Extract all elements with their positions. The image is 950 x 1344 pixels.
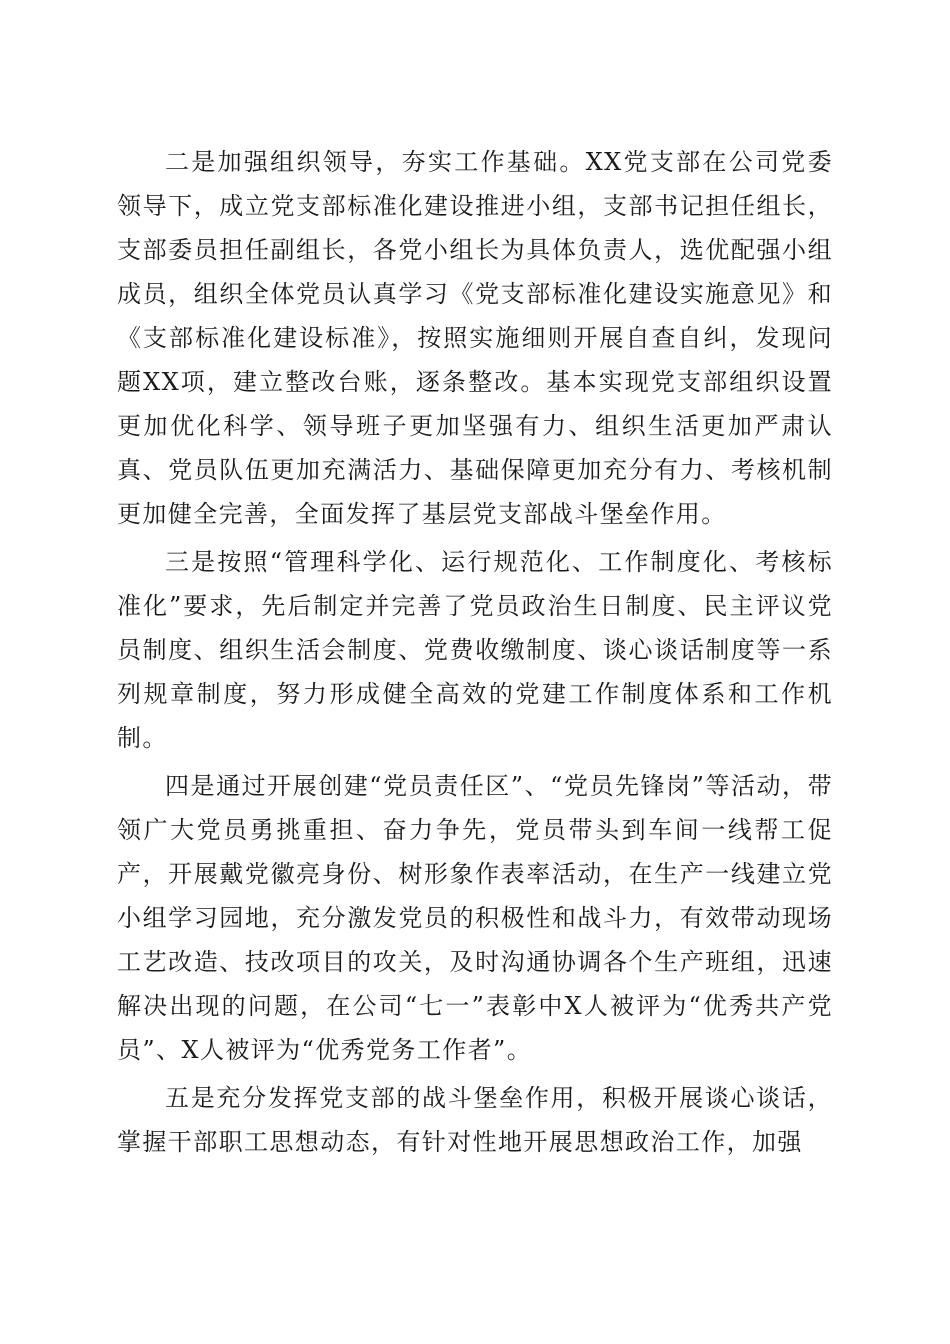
- paragraph-standardization-requirements: 三是按照“管理科学化、运行规范化、工作制度化、考核标准化”要求，先后制定并完善了党员政治生日制度、民主评议党员制度、组织生活会制度、党费收缴制度、谈心谈话制度等一系列规章制度，努力形成健全高效的党建工作制度体系和工作机制。: [117, 548, 833, 752]
- document-body: [117, 140, 833, 1168]
- paragraph-party-member-activities: 四是通过开展创建“党员责任区”、“党员先锋岗”等活动，带领广大党员勇挑重担、奋力争先，党员带头到车间一线帮工促产，开展戴党徽亮身份、树形象作表率活动，在生产一线建立党小组学习园地，充分激发党员的积极性和战斗力，有效带动现场工艺改造、技改项目的攻关，及时沟通协调各个生产班组，迅速解决出现的问题，在公司“七一”表彰中X人被评为“优秀共产党员”、X人被评为“优秀党务工作者”。: [117, 772, 833, 1064]
- paragraph-fortress-role: 五是充分发挥党支部的战斗堡垒作用，积极开展谈心谈话，掌握干部职工思想动态，有针对性地开展思想政治工作，加强: [117, 1084, 833, 1156]
- paragraph-organization-leadership: 二是加强组织领导，夯实工作基础。XX党支部在公司党委领导下，成立党支部标准化建设推进小组，支部书记担任组长，支部委员担任副组长，各党小组长为具体负责人，选优配强小组成员，组织全体党员认真学习《党支部标准化建设实施意见》和《支部标准化建设标准》，按照实施细则开展自查自纠，发现问题XX项，建立整改台账，逐条整改。基本实现党支部组织设置更加优化科学、领导班子更加坚强有力、组织生活更加严肃认真、党员队伍更加充满活力、基础保障更加充分有力、考核机制更加健全完善，全面发挥了基层党支部战斗堡垒作用。: [117, 148, 833, 528]
